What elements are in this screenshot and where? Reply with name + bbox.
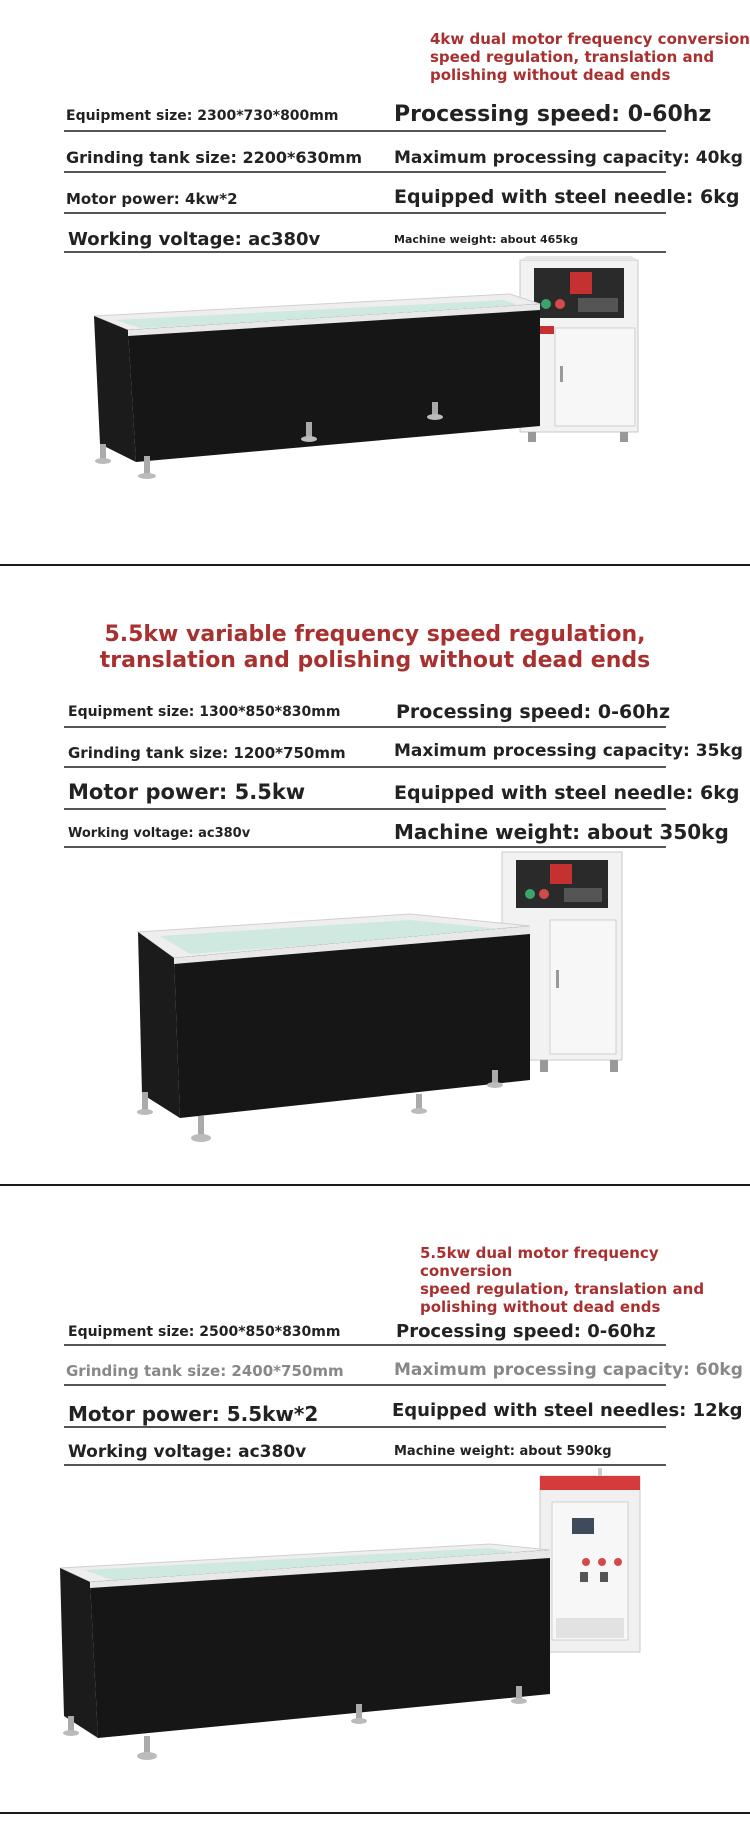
spec-capacity: Maximum processing capacity: 40kg	[394, 148, 743, 168]
polishing-machine-image	[60, 1468, 660, 1798]
spec-voltage: Working voltage: ac380v	[68, 229, 321, 250]
product-section-2	[0, 566, 750, 1184]
underline	[64, 251, 666, 253]
section-3-headline	[420, 1244, 750, 1316]
section-1-headline	[430, 30, 750, 84]
spec-capacity: Maximum processing capacity: 60kg	[394, 1360, 743, 1380]
headline-line: translation and polishing without dead ends	[99, 648, 651, 674]
underline	[64, 212, 666, 214]
underline	[64, 1344, 666, 1346]
headline-line: 5.5kw dual motor frequency conversion	[420, 1244, 659, 1280]
product-section-3	[0, 1186, 750, 1810]
spec-tank-size: Grinding tank size: 2400*750mm	[66, 1362, 344, 1380]
underline	[64, 1426, 666, 1428]
spec-steel-needle: Equipped with steel needle: 6kg	[394, 186, 740, 208]
spec-voltage: Working voltage: ac380v	[68, 826, 251, 841]
spec-voltage: Working voltage: ac380v	[68, 1442, 307, 1462]
spec-capacity: Maximum processing capacity: 35kg	[394, 741, 743, 761]
underline	[64, 130, 666, 132]
headline-line: speed regulation, translation and	[430, 48, 715, 66]
underline	[64, 808, 666, 810]
headline-line: speed regulation, translation and	[420, 1280, 705, 1298]
spec-processing-speed: Processing speed: 0-60hz	[396, 701, 670, 723]
spec-processing-speed: Processing speed: 0-60hz	[394, 102, 712, 127]
spec-steel-needle: Equipped with steel needle: 6kg	[394, 782, 740, 804]
underline	[64, 1384, 666, 1386]
underline	[64, 171, 666, 173]
underline	[64, 726, 666, 728]
spec-steel-needle: Equipped with steel needles: 12kg	[392, 1400, 743, 1421]
headline-line: 4kw dual motor frequency conversion	[430, 30, 750, 48]
headline-line: polishing without dead ends	[430, 66, 671, 84]
spec-weight: Machine weight: about 590kg	[394, 1444, 612, 1459]
spec-tank-size: Grinding tank size: 1200*750mm	[68, 744, 346, 762]
spec-equipment-size: Equipment size: 1300*850*830mm	[68, 704, 341, 720]
underline	[64, 766, 666, 768]
spec-weight: Machine weight: about 350kg	[394, 820, 729, 844]
polishing-machine-image	[80, 256, 670, 556]
spec-motor-power: Motor power: 4kw*2	[66, 190, 238, 208]
section-2-headline	[0, 622, 750, 675]
section-divider	[0, 1812, 750, 1814]
product-section-1	[0, 0, 750, 564]
spec-tank-size: Grinding tank size: 2200*630mm	[66, 148, 363, 167]
spec-equipment-size: Equipment size: 2300*730*800mm	[66, 108, 339, 124]
spec-equipment-size: Equipment size: 2500*850*830mm	[68, 1324, 341, 1340]
spec-motor-power: Motor power: 5.5kw*2	[68, 1402, 319, 1426]
underline	[64, 1464, 666, 1466]
spec-processing-speed: Processing speed: 0-60hz	[396, 1321, 656, 1342]
polishing-machine-image	[120, 848, 640, 1168]
spec-weight: Machine weight: about 465kg	[394, 233, 579, 246]
headline-line: polishing without dead ends	[420, 1298, 661, 1316]
headline-line: 5.5kw variable frequency speed regulation,	[104, 622, 646, 647]
spec-motor-power: Motor power: 5.5kw	[68, 780, 306, 804]
